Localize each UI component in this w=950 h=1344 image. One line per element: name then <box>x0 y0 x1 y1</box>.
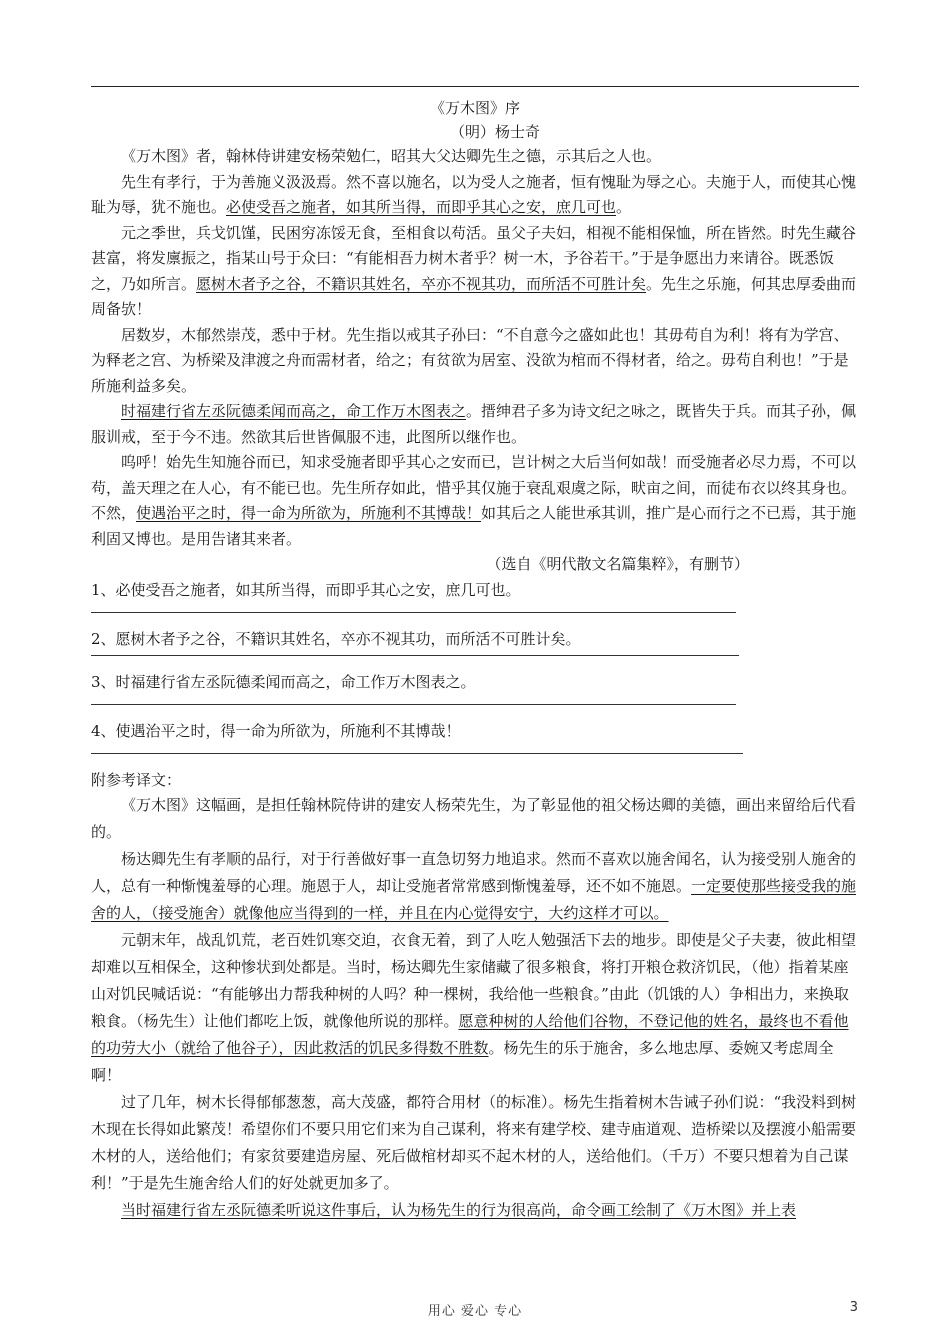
answer-line[interactable] <box>91 753 743 754</box>
text-run: 。杨先生的乐于施舍，多么地忠厚、委婉又考虑周全啊！ <box>91 1039 834 1084</box>
document-author: （明）杨士奇 <box>449 123 540 141</box>
text-run: 居数岁，木郁然崇茂，悉中于材。先生指以戒其子孙曰：“不自意今之盛如此也！其毋苟自为利！将有为学宫、为释老之宫、为桥梁及津渡之舟而需材者，给之；有贫欲为居室、没欲为棺而不得材者，给之。毋苟自利也！”于是所施利益多矣。 <box>91 325 849 395</box>
answer-line[interactable] <box>91 655 739 656</box>
document-title: 《万木图》序 <box>429 99 520 117</box>
translation-text <box>91 792 859 1224</box>
text-run: 呜呼！始先生知施谷而已，知求受施者即乎其心之安而已，岂计树之大后当何如哉！而受施者必尽力焉，不可以苟，盖天理之在人心，有不能已也。先生所存如此，惜乎其仅施于衰乱艰虞之际，畎亩之间，而徒布衣以终其身也。不然， <box>91 453 857 522</box>
essay-text <box>91 144 859 552</box>
underlined-sentence: 一定要使那些接受我的施舍的人，（接受施舍）就像他应当得到的一样，并且在内心觉得安宁，大约这样才可以。 <box>91 877 857 922</box>
reference-heading: 附参考译文： <box>91 771 182 789</box>
text-run: 。 <box>616 198 632 216</box>
underlined-sentence: 时福建行省左丞阮德柔闻而高之，命工作万木图表之 <box>121 402 467 420</box>
text-run: 。先生之乐施，何其忠厚委曲而周备欤！ <box>91 274 857 318</box>
paragraph <box>91 450 859 552</box>
underlined-sentence: 使遇治平之时，得一命为所欲为，所施利不其博哉！ <box>136 504 482 522</box>
question-item: 1、必使受吾之施者，如其所当得，而即乎其心之安，庶几可也。 <box>91 581 521 599</box>
text-run: 过了几年，树木长得郁郁葱葱，高大茂盛，都符合用材（的标准）。杨先生指着树木告诫子孙们说：“我没料到树木现在长得如此繁茂！希望你们不要只用它们来为自己谋利，将来有建学校、建寺庙道观、造桥梁以及摆渡小船需要木材的人，送给他们；有家贫要建造房屋、死后做棺材却买不起木材的人，送给他们。（千万）不要只想着为自己谋利！”于是先生施舍给人们的好处就更加多了。 <box>91 1093 857 1192</box>
text-run: 。搢绅君子多为诗文纪之咏之，既皆失于兵。而其子孙，佩服训戒，至于今不违。然欲其后世皆佩服不违，此图所以继作也。 <box>91 402 857 446</box>
underlined-sentence: 愿意种树的人给他们谷物，不登记他的姓名，最终也不看他的功劳大小（就给了他谷子），因此救活的饥民多得数不胜数 <box>91 1012 849 1057</box>
text-run: 如其后之人能世承其训，推广是心而行之不已焉，其于施利固又博也。是用告诸其来者。 <box>91 504 857 548</box>
underlined-sentence: 必使受吾之施者，如其所当得，而即乎其心之安，庶几可也 <box>226 198 617 216</box>
paragraph <box>91 170 859 221</box>
question-item: 4、使遇治平之时，得一命为所欲为，所施利不其博哉！ <box>91 722 461 740</box>
text-run: 杨达卿先生有孝顺的品行，对于行善做好事一直急切努力地追求。然而不喜欢以施舍闻名，认为接受别人施舍的人，总有一种惭愧羞辱的心理。施恩于人，却让受施者常常感到惭愧羞辱，还不如不施恩。 <box>91 850 857 895</box>
question-list <box>91 578 859 754</box>
underlined-sentence: 愿树木者予之谷，不籍识其姓名，卒亦不视其功，而所活不可胜计矣 <box>196 274 647 293</box>
paragraph <box>91 144 859 170</box>
page-number: 3 <box>849 1300 858 1315</box>
paragraph <box>91 221 859 323</box>
paragraph <box>91 792 859 846</box>
text-run: 先生有孝行，于为善施义汲汲焉。然不喜以施名，以为受人之施者，恒有愧耻为辱之心。夫施于人，而使其心愧耻为辱，犹不施也。 <box>91 172 857 216</box>
source-citation: （选自《明代散文名篇集粹》，有删节） <box>486 555 749 573</box>
text-run: 元朝末年，战乱饥荒，老百姓饥寒交迫，衣食无着，到了人吃人勉强活下去的地步。即使是父子夫妻，彼此相望却难以互相保全，这种惨状到处都是。当时，杨达卿先生家储藏了很多粮食，将打开粮仓救济饥民，（他）指着某座山对饥民喊话说：“有能够出力帮我种树的人吗？种一棵树，我给他一些粮食。”由此（饥饿的人）争相出力，来换取粮食。（杨先生）让他们都吃上饭，就像他所说的那样。 <box>91 931 857 1030</box>
paragraph <box>91 399 859 450</box>
text-run: 《万木图》这幅画，是担任翰林院侍讲的建安人杨荣先生，为了彰显他的祖父杨达卿的美德，画出来留给后代看的。 <box>91 796 857 841</box>
paragraph <box>91 927 859 1089</box>
question-item: 3、时福建行省左丞阮德柔闻而高之，命工作万木图表之。 <box>91 673 476 691</box>
paragraph <box>91 846 859 927</box>
text-run: 《万木图》者，翰林侍讲建安杨荣勉仁，昭其大父达卿先生之德，示其后之人也。 <box>121 147 662 165</box>
question-item: 2、愿树木者予之谷，不籍识其姓名，卒亦不视其功，而所活不可胜计矣。 <box>91 630 581 648</box>
paragraph <box>91 1089 859 1197</box>
document-body <box>91 96 859 1224</box>
underlined-sentence: 当时福建行省左丞阮德柔听说这件事后，认为杨先生的行为很高尚，命令画工绘制了《万木图》并上表 <box>121 1201 797 1219</box>
header-rule <box>91 86 859 87</box>
footer-motto: 用心 爱心 专心 <box>427 1304 523 1319</box>
paragraph <box>91 323 859 400</box>
answer-line[interactable] <box>91 704 736 705</box>
paragraph <box>91 1197 859 1224</box>
text-run: 元之季世，兵戈饥馑，民困穷冻馁无食，至相食以苟活。虽父子夫妇，相视不能相保恤，所在皆然。时先生藏谷甚富，将发廪振之，指某山号于众曰：“有能相吾力树木者乎？树一木，予谷若干。”于是争愿出力来请谷。既悉饭之，乃如所言。 <box>91 223 857 293</box>
answer-line[interactable] <box>91 612 736 613</box>
